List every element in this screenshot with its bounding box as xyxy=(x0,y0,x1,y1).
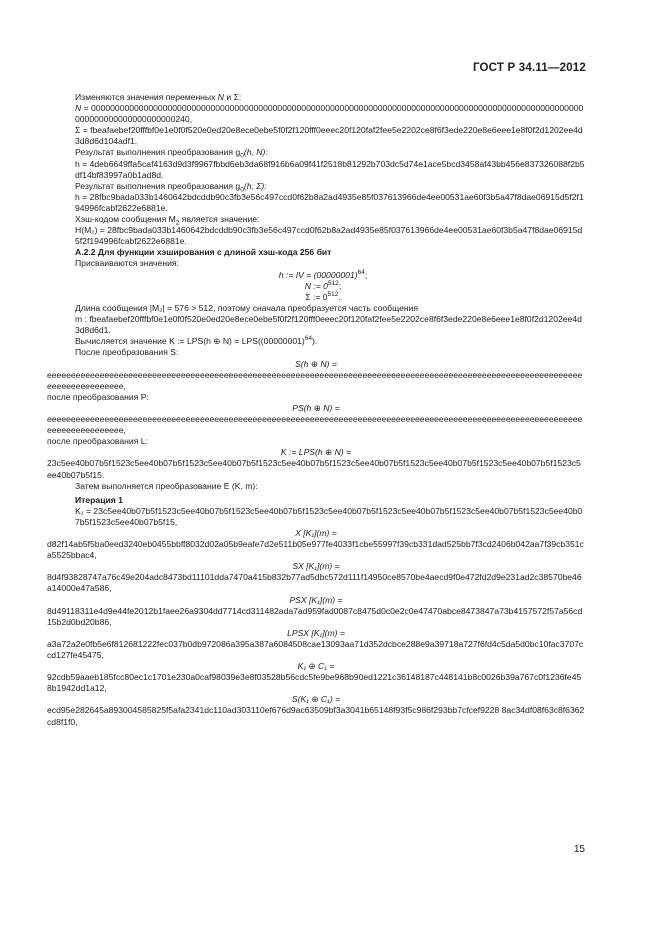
after-s-label: После преобразования S: xyxy=(75,347,179,358)
s-value: eeeeeeeeeeeeeeeeeeeeeeeeeeeeeeeeeeeeeeeeeeeeeeeeeeeeeeeeeeeeeeeeeeeeeeeeeeeeeeeeeeeeeeeeeeeeeeeeeeeeeeeeeeeeeeeeeeeeeeeeeeeeeeee, xyxy=(47,369,583,391)
n-value: = 0000000000000000000000000000000000000000000000000000000000000000000000000000000000000000000000000000000000000000000000000000240, xyxy=(75,103,584,125)
compute-k-line: Вычисляется значение K := LPS(h ⊕ $N) = LPS((00000001)^{64})$. xyxy=(75,335,318,347)
sigma-value-line: Σ = fbeafaebef20fffbf0e1e0f0f520e0ed20e8ece0ebe5f0f2f120fff0eeec20f120faf2fee5e2202ce8f6f3ede220e8e6eee1e8f0f2d1202ee4d3d8d6d104adf1. xyxy=(75,125,583,147)
hm2-value-line: H(M₂) = 28fbc9bada033b1460642bdcddb90c3fb3e56c497ccd0f62b8a2ad4935e85f037613966de4ee00531ae60f3b5a47f8dae06915d5f2f194996fcabf2622e6881e. xyxy=(75,225,583,247)
sx-formula: SX [K₁](m) = xyxy=(292,561,340,572)
assign-h: h := IV = $(00000001)^{64}$; xyxy=(278,268,368,280)
k-formula: K := LPS(h ⊕ N) = xyxy=(280,447,352,458)
page-number: 15 xyxy=(573,844,585,855)
sk1c1-value: ecd95e282645a893004585825f5afa2341dc110ad303110ef676d9ac63509bf3a3041b65148f93f5c986f293bb7cfcef9228 8ac34df08f63c8f6362cd8f1f0, xyxy=(47,705,585,727)
page-content xyxy=(47,92,585,728)
ps-formula: PS(h ⊕ N) = xyxy=(292,402,340,413)
vars-change-line: Изменяются значения переменных N и Σ: xyxy=(75,92,242,102)
lpsx-formula: LPSX [K₁](m) = xyxy=(287,627,345,638)
psx-formula: PSX [K₁](m) = xyxy=(289,594,343,605)
g0-result-heading-1: Результат выполнения преобразования $g_0(h$, N): xyxy=(75,147,268,161)
k1-value: K₁ = 23c5ee40b07b5f1523c5ee40b07b5f1523c5ee40b07b5f1523c5ee40b07b5f1523c5ee40b07b5f1523c5ee40b07b5f1523c5ee40b07b5f1523c5ee40b07b5f15, xyxy=(75,505,583,527)
m-value-line: m : fbeafaebef20fffbf0e1e0f0f520e0ed20e8ece0ebe5f0f2f120fff0eeec20f120faf2fee5e2202ce8f6f3ede220e8e6eee1e8f0f2d1202ee4d3d8d6d1. xyxy=(75,314,582,336)
then-e-line: Затем выполняется преобразование E (K, m): xyxy=(75,480,258,491)
x-formula: X [K₁](m) = xyxy=(295,527,337,538)
length-text: Длина сообщения |M₂| = 576 > 512, поэтому сначала преобразуется часть сообщения xyxy=(75,303,419,314)
ps-value: eeeeeeeeeeeeeeeeeeeeeeeeeeeeeeeeeeeeeeeeeeeeeeeeeeeeeeeeeeeeeeeeeeeeeeeeeeeeeeeeeeeeeeeeeeeeeeeeeeeeeeeeeeeeeeeeeeeeeeeeeeeeeeee, xyxy=(47,414,583,436)
n-value-line xyxy=(47,103,585,125)
x-value: d82f14ab5f5ba0eed3240eb0455bbff8032d02a05b9eafe7d2e511b05e977fe4033f1cbe55997f39cb331dad525bb7f3cd2406b042aa7f39cb351ca5525bbac4, xyxy=(47,539,584,561)
iteration-title: Итерация 1 xyxy=(75,494,123,505)
after-p-label: после преобразования P: xyxy=(47,391,149,402)
k1c1-formula: K₁ ⊕ C₁ = xyxy=(297,661,335,672)
g0-result-heading-2: Результат выполнения преобразования $g_0(h$, Σ): xyxy=(75,180,267,194)
assign-n: N := $0^{512}$; xyxy=(304,279,342,291)
h1-value-line: h = 4deb6649ffa5caf4163d9d3f9967fbbd6eb3da68f916b6a09f41f2518b81292b703dc5d74e1ace5bcd3458af43bb456e837326088f2b5df14bf83997a0b1ad8d. xyxy=(75,158,585,180)
k1c1-value: 92cdb59aaeb185fcc80ec1c1701e230a0caf98039e3e8f03528b56cdc5fe9be968b90ed1221c36148187c448141b8c0026b39a767c0f1236fe458b1942dd1a12, xyxy=(47,672,582,694)
sx-value: 8d4f93828747a76c49e204adc8473bd11101dda7470a415b832b77ad5dbc572d111f14950ce8570be4aecd9f0e472fd2d9e231ad2c38570be46a14000e47a586, xyxy=(47,572,582,594)
s-formula: S(h ⊕ N) = xyxy=(295,358,337,369)
sk1c1-formula: S(K₁ ⊕ C₁) = xyxy=(291,694,341,705)
section-heading: А.2.2 Для функции хэширования с длиной хэш-кода 256 бит xyxy=(75,247,332,258)
assign-sigma: Σ := $0^{512}$. xyxy=(305,291,341,302)
after-l-label: после преобразования L: xyxy=(47,436,148,447)
psx-value: 8d49118311e4d9e44fe2012b1faee26a9304dd7714cd311482ada7ad959fad0087c8475d0c0e2c0e47470abce8473847a73b4157572f57a56cd15b2d0bd20b86, xyxy=(47,605,583,627)
k-value: 23c5ee40b07b5f1523c5ee40b07b5f1523c5ee40b07b5f1523c5ee40b07b5f1523c5ee40b07b5f1523c5ee40b07b5f1523c5ee40b07b5f1523c5ee40b07b5f15. xyxy=(47,458,581,480)
assign-block xyxy=(47,270,585,304)
assign-label: Присваиваются значения: xyxy=(75,258,179,269)
h2-value-line: h = 28fbc9bada033b1460642bdcddb90c3fb3e56c497ccd0f62b8a2ad4935e85f037613966de4ee00531ae60f3b5a47f8dae06915d5f2f194996fcabf2622e6881e. xyxy=(75,191,584,213)
standard-header: ГОСТ Р 34.11—2012 xyxy=(472,62,586,74)
lpsx-value: a3a72a2e0fb5e6f812681222fec037b0db972086a395a387a6084508cae13093aa71d352dcbce288e9a39718a727f6fd4c5da5d0bc10fac3707ccd127fe45475, xyxy=(47,638,584,661)
hash-code-line: Хэш-кодом сообщения $M_2$ является значение: xyxy=(75,214,260,227)
n-label: N xyxy=(75,103,82,114)
